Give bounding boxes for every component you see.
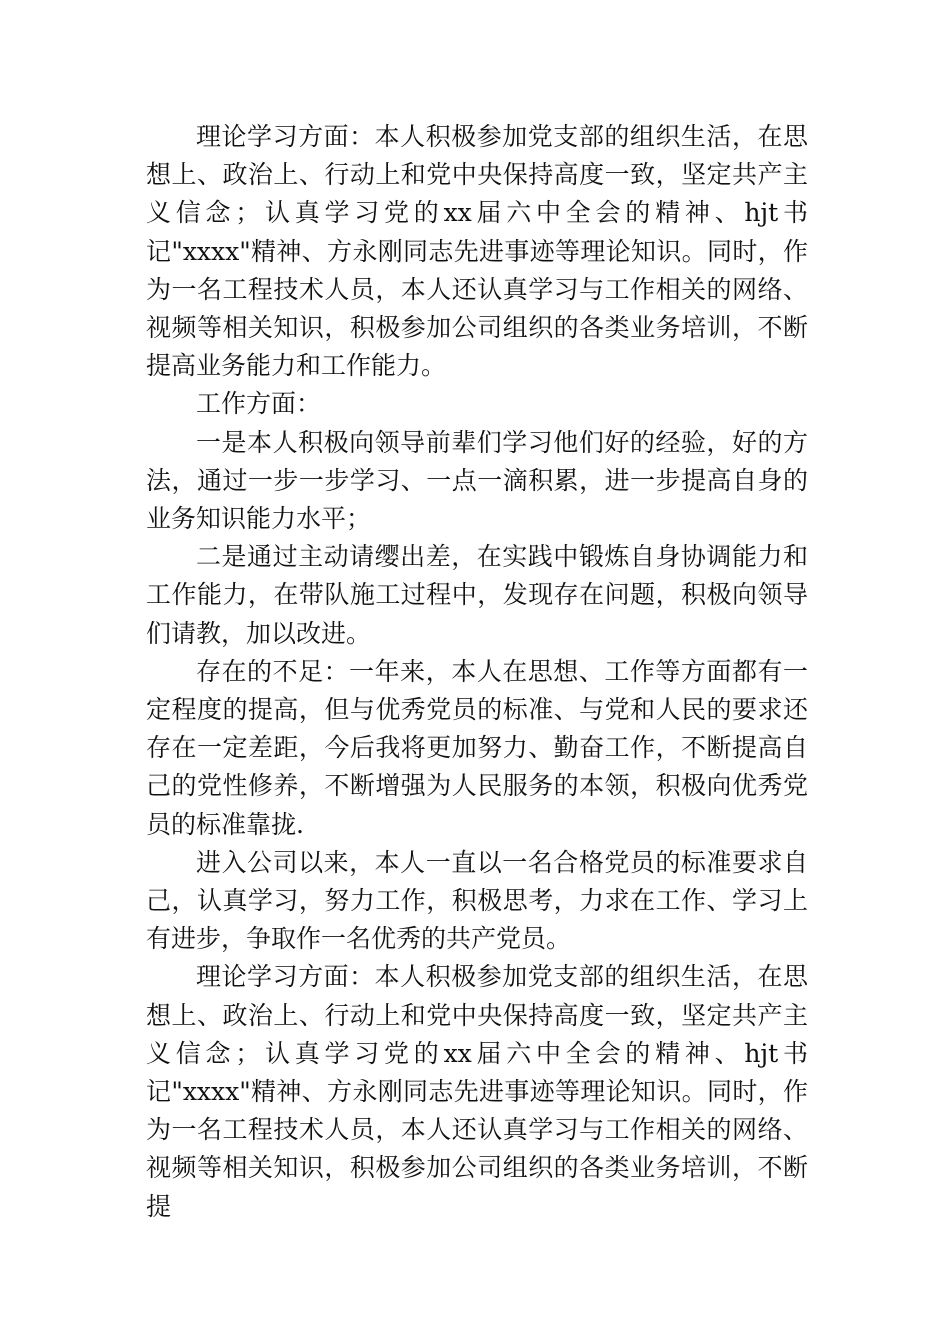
paragraph-shortcomings: 存在的不足：一年来，本人在思想、工作等方面都有一定程度的提高，但与优秀党员的标准、与党和人民的要求还存在一定差距，今后我将更加努力、勤奋工作，不断提高自己的党性修养，不断增强为人民服务的本领，积极向优秀党员的标准靠拢. xyxy=(146,656,808,839)
paragraph-work-point-two: 二是通过主动请缨出差，在实践中锻炼自身协调能力和工作能力，在带队施工过程中，发现存在问题，积极向领导们请教，加以改进。 xyxy=(146,542,808,648)
document-body xyxy=(146,118,808,1226)
paragraph-work-heading: 工作方面： xyxy=(196,389,322,419)
paragraph-theory-study: 理论学习方面：本人积极参加党支部的组织生活，在思想上、政治上、行动上和党中央保持高度一致，坚定共产主义信念；认真学习党的xx届六中全会的精神、hjt书记"xxxx"精神、方永刚同志先进事迹等理论知识。同时，作为一名工程技术人员，本人还认真学习与工作相关的网络、视频等相关知识，积极参加公司组织的各类业务培训，不断提高业务能力和工作能力。 xyxy=(146,122,808,381)
paragraph-theory-study-repeat: 理论学习方面：本人积极参加党支部的组织生活，在思想上、政治上、行动上和党中央保持高度一致，坚定共产主义信念；认真学习党的xx届六中全会的精神、hjt书记"xxxx"精神、方永刚同志先进事迹等理论知识。同时，作为一名工程技术人员，本人还认真学习与工作相关的网络、视频等相关知识，积极参加公司组织的各类业务培训，不断提 xyxy=(146,962,808,1221)
paragraph-since-joining: 进入公司以来，本人一直以一名合格党员的标准要求自己，认真学习，努力工作，积极思考，力求在工作、学习上有进步，争取作一名优秀的共产党员。 xyxy=(146,847,808,954)
paragraph-work-point-one: 一是本人积极向领导前辈们学习他们好的经验，好的方法，通过一步一步学习、一点一滴积累，进一步提高自身的业务知识能力水平； xyxy=(146,427,808,534)
